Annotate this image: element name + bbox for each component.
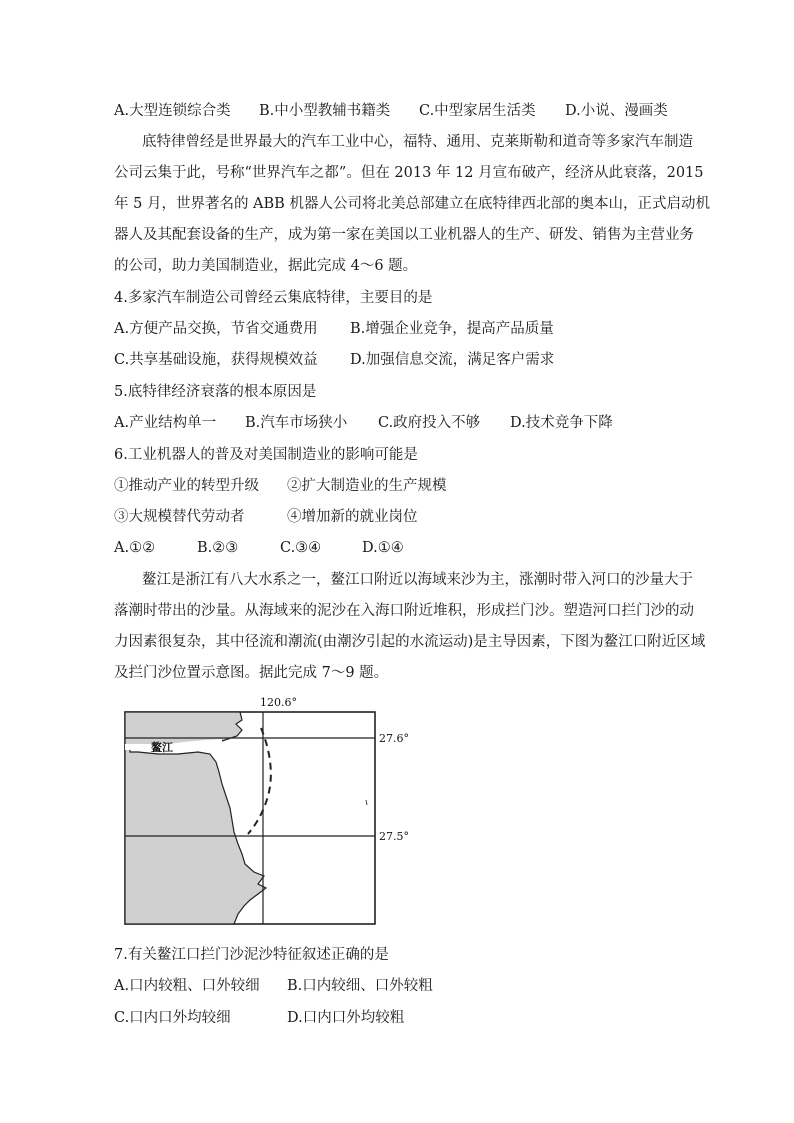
q6-item-1: ①推动产业的转型升级 (114, 478, 259, 494)
q5-option-a: A.产业结构单一 (114, 415, 217, 431)
q4-option-c: C.共享基础设施，获得规模效益 (114, 352, 318, 368)
q6-option-a: A.①② (114, 540, 156, 556)
passage-line: 力因素很复杂，其中径流和潮流(由潮汐引起的水流运动)是主导因素，下图为鳌江口附近区域 (114, 634, 706, 650)
passage-line: 及拦门沙位置示意图。据此完成 7～9 题。 (114, 665, 389, 681)
passage-line: 底特律曾经是世界最大的汽车工业中心，福特、通用、克莱斯勒和道奇等多家汽车制造 (142, 134, 693, 150)
passage-line: 鳌江是浙江有八大水系之一，鳌江口附近以海域来沙为主，涨潮时带入河口的沙量大于 (142, 572, 693, 588)
q5-option-b: B.汽车市场狭小 (245, 415, 348, 431)
longitude-label: 120.6° (260, 696, 297, 709)
q7-option-a: A.口内较粗、口外较细 (114, 978, 260, 994)
q3-option-c: C.中型家居生活类 (419, 103, 536, 119)
q3-option-d: D.小说、漫画类 (565, 103, 668, 119)
q7-option-c: C.口内口外均较细 (114, 1010, 231, 1026)
q6-option-c: C.③④ (280, 540, 322, 556)
passage-line: 落潮时带出的沙量。从海域来的泥沙在入海口附近堆积，形成拦门沙。塑造河口拦门沙的动 (114, 603, 694, 619)
river-label: 鳌江 (151, 741, 173, 754)
q4-option-d: D.加强信息交流，满足客户需求 (350, 352, 555, 368)
q6-item-4: ④增加新的就业岗位 (287, 509, 418, 525)
passage-line: 器人及其配套设备的生产，成为第一家在美国以工业机器人的生产、研发、销售为主营业务 (114, 227, 694, 243)
q5-option-c: C.政府投入不够 (378, 415, 481, 431)
q7-option-d: D.口内口外均较粗 (287, 1010, 405, 1026)
q7-option-b: B.口内较细、口外较粗 (287, 978, 433, 994)
q3-option-a: A.大型连锁综合类 (114, 103, 231, 119)
q6-option-b: B.②③ (197, 540, 239, 556)
lat-label-top: 27.6° (379, 732, 409, 745)
lat-label-bottom: 27.5° (379, 830, 409, 843)
q4-option-a: A.方便产品交换，节省交通费用 (114, 321, 318, 337)
q5-option-d: D.技术竞争下降 (510, 415, 613, 431)
q4-option-b: B.增强企业竞争，提高产品质量 (350, 321, 554, 337)
q6-stem: 6.工业机器人的普及对美国制造业的影响可能是 (114, 447, 418, 463)
passage-line: 年 5 月，世界著名的 ABB 机器人公司将北美总部建立在底特律西北部的奥本山，正式启动机 (114, 196, 710, 212)
q6-item-3: ③大规模替代劳动者 (114, 509, 245, 525)
q5-stem: 5.底特律经济衰落的根本原因是 (114, 384, 317, 400)
aojiang-estuary-map (118, 694, 418, 930)
q7-stem: 7.有关鳌江口拦门沙泥沙特征叙述正确的是 (114, 947, 389, 963)
passage-line: 公司云集于此，号称“世界汽车之都”。但在 2013 年 12 月宣布破产，经济从此衰落，2015 (114, 165, 704, 181)
q6-item-2: ②扩大制造业的生产规模 (287, 478, 447, 494)
q3-option-b: B.中小型教辅书籍类 (259, 103, 391, 119)
passage-line: 的公司，助力美国制造业，据此完成 4～6 题。 (114, 258, 418, 274)
q6-option-d: D.①④ (362, 540, 404, 556)
q4-stem: 4.多家汽车制造公司曾经云集底特律，主要目的是 (114, 290, 433, 306)
